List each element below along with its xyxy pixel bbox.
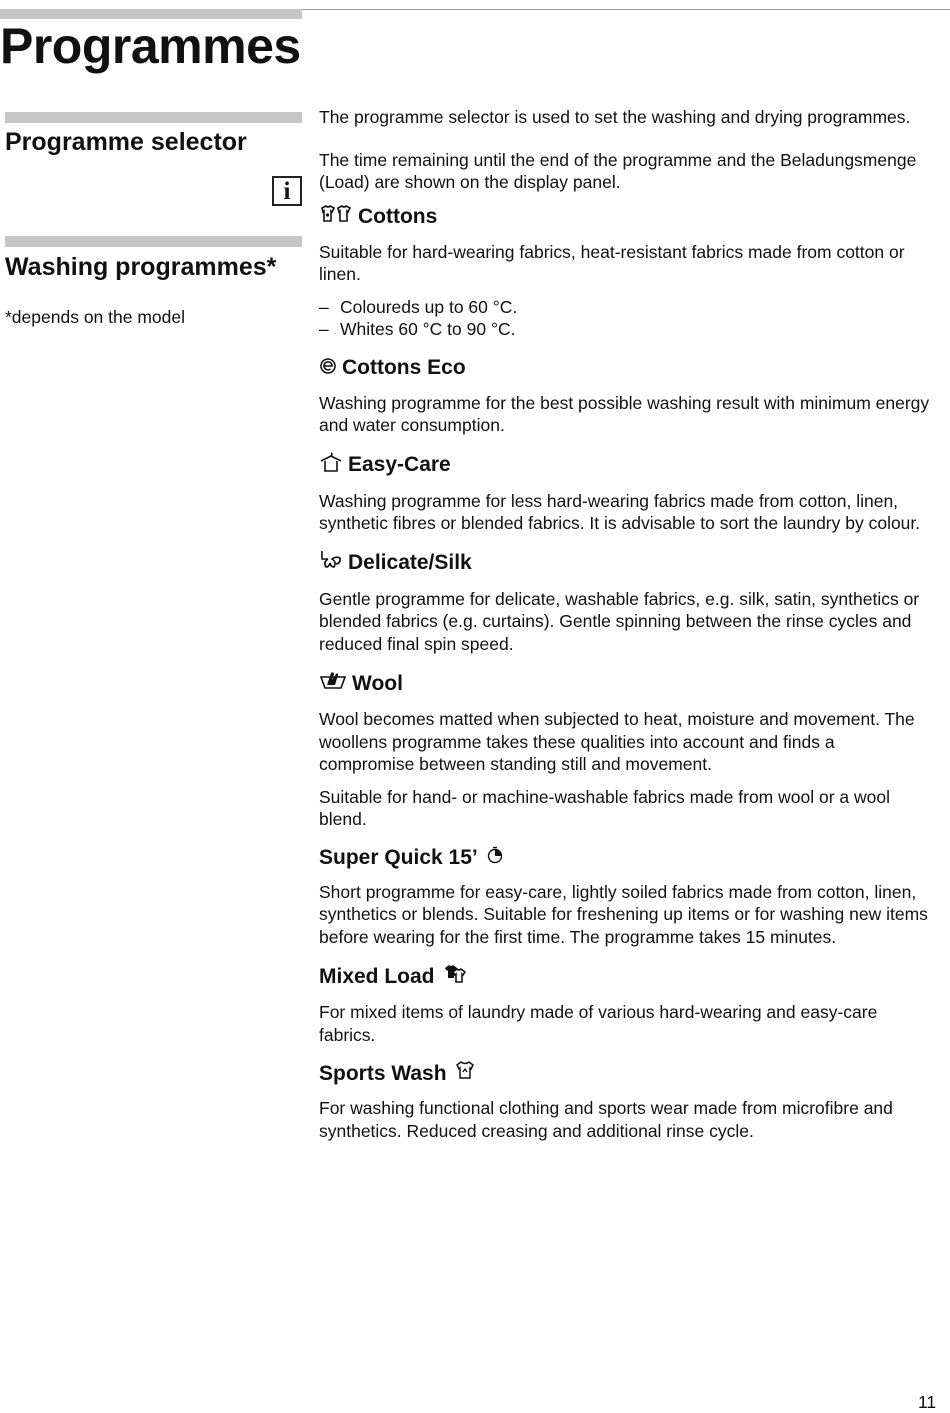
programme-sports-wash-title: [319, 1060, 931, 1087]
wool-basin-icon: [319, 669, 347, 698]
programme-mixed-load-description: For mixed items of laundry made of various hard-wearing and easy-care fabrics.: [319, 1002, 878, 1045]
programme-sports-wash-description: For washing functional clothing and sports wear made from microfibre and synthetics. Reduced creasing and additional rinse cycle.: [319, 1098, 893, 1141]
main-content: [319, 106, 931, 1152]
programme-cottons-eco-label: Cottons Eco: [342, 356, 466, 379]
page-title: Programmes: [0, 18, 301, 74]
butterfly-icon: [319, 549, 343, 578]
programme-mixed-load-label: Mixed Load: [319, 964, 435, 988]
programme-sports-wash-label: Sports Wash: [319, 1061, 447, 1085]
list-item: – Whites 60 °C to 90 °C.: [319, 319, 516, 339]
programme-wool-label: Wool: [352, 671, 403, 695]
stopwatch-icon: [486, 845, 504, 871]
programme-mixed-load-title: [319, 962, 931, 991]
programme-easy-care-title: [319, 451, 931, 480]
programme-easy-care-label: Easy-Care: [348, 453, 451, 476]
shirt-hanger-icon: [319, 451, 343, 480]
programme-cottons-description: Suitable for hard-wearing fabrics, heat-resistant fabrics made from cotton or linen.: [319, 241, 905, 284]
intro-paragraph-2: The time remaining until the end of the programme and the Beladungsmenge (Load) are shown on the display panel.: [319, 149, 917, 192]
info-icon: i: [272, 176, 302, 206]
programme-super-quick-description: Short programme for easy-care, lightly soiled fabrics made from cotton, linen, synthetics or blends. Suitable for freshening up items or for washing new items before wearing for the first time. The programme takes 15 minutes.: [319, 881, 928, 947]
programme-delicate-silk-description: Gentle programme for delicate, washable fabrics, e.g. silk, satin, synthetics or blended fabrics (e.g. curtains). Gentle spinning between the rinse cycles and reduced final spin speed.: [319, 588, 920, 654]
heading-programme-selector: Programme selector: [5, 128, 247, 156]
intro-paragraph-1: The programme selector is used to set the washing and drying programmes.: [319, 107, 911, 127]
programme-super-quick-title: [319, 845, 931, 871]
list-item: – Coloureds up to 60 °C.: [319, 296, 518, 317]
page-number: 11: [918, 1392, 937, 1412]
programme-cottons-label: Cottons: [358, 205, 438, 228]
section-bar-washing: [5, 236, 302, 247]
programme-easy-care-description: Washing programme for less hard-wearing fabrics made from cotton, linen, synthetic fibres or blended fabrics. It is advisable to sort the laundry by colour.: [319, 490, 921, 533]
programme-cottons-title: [319, 204, 931, 231]
programme-wool-title: [319, 669, 931, 698]
mixed-shirts-icon: [443, 962, 469, 991]
cottons-shirt-icon: [319, 204, 353, 231]
programme-cottons-eco-title: [319, 355, 931, 382]
programme-cottons-eco-description: Washing programme for the best possible washing result with minimum energy and water consumption.: [319, 392, 930, 435]
heading-washing-programmes: Washing programmes*: [5, 253, 277, 281]
section-bar-selector: [5, 112, 302, 123]
programme-wool-description-1: Wool becomes matted when subjected to heat, moisture and movement. The woollens programme takes these qualities into account and finds a compromise between standing still and movement.: [319, 709, 915, 774]
programme-delicate-silk-label: Delicate/Silk: [348, 551, 472, 574]
programme-super-quick-label: Super Quick 15’: [319, 845, 478, 869]
eco-e-icon: [319, 355, 337, 382]
sports-shirt-icon: [455, 1060, 475, 1087]
header-rule-thin: [302, 9, 950, 10]
model-footnote: *depends on the model: [5, 307, 185, 327]
programme-delicate-silk-title: [319, 549, 931, 578]
cottons-temperature-list: [319, 296, 931, 341]
programme-wool-description-2: Suitable for hand- or machine-washable fabrics made from wool or a wool blend.: [319, 786, 890, 829]
